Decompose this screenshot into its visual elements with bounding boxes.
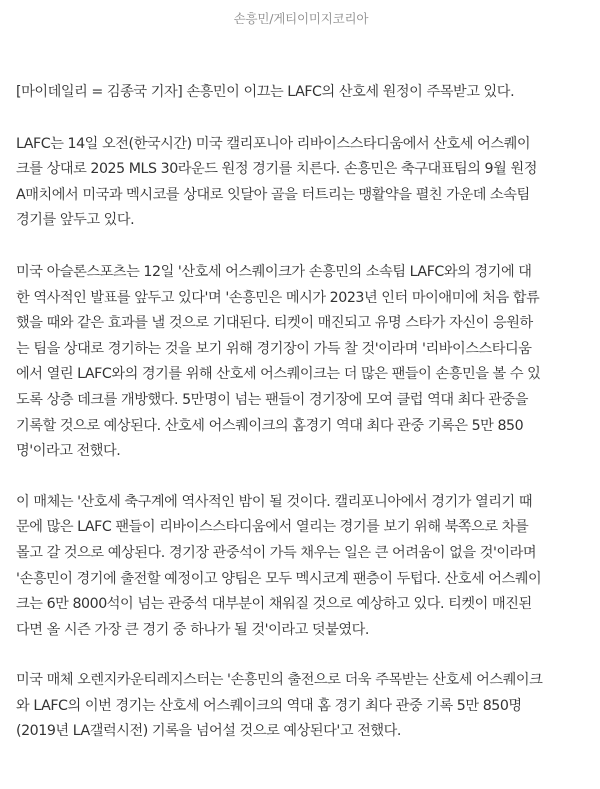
text-line: 경기를 앞두고 있다.	[16, 212, 135, 229]
text-line: 크는 6만 8000석이 넘는 관중석 대부분이 채워질 것으로 예상하고 있다. 티켓이 매진된	[16, 596, 532, 613]
article-body	[16, 80, 586, 745]
text-line: 했을 때와 같은 효과를 낼 것으로 기대된다. 티켓이 매진되고 유명 스타가 자신이 응원하	[16, 315, 533, 332]
text-line: 는 팀을 상대로 경기하는 것을 보기 위해 경기장이 가득 찰 것'이라며 '리바이스스타디움	[16, 340, 532, 357]
text-line: 미국 매체 오렌지카운티레지스터는 '손흥민의 출전으로 더욱 주목받는 산호세 어스퀘이크	[16, 672, 543, 689]
text-line: 크를 상대로 2025 MLS 30라운드 원정 경기를 치른다. 손흥민은 축구대표팀의 9월 원정	[16, 161, 537, 178]
text-line: 이 매체는 '산호세 축구계에 역사적인 밤이 될 것이다. 캘리포니아에서 경기가 열리기 때	[16, 493, 533, 510]
paragraph-1	[16, 80, 586, 106]
text-line: 문에 많은 LAFC 팬들이 리바이스스타디움에서 열리는 경기를 보기 위해 북쪽으로 차를	[16, 519, 529, 536]
text-line: 에서 열린 LAFC와의 경기를 위해 산호세 어스퀘이크는 더 많은 팬들이 손흥민을 볼 수 있	[16, 366, 541, 383]
text-line: 도록 상층 데크를 개방했다. 5만명이 넘는 팬들이 경기장에 모여 클럽 역대 최다 관중을	[16, 391, 529, 408]
text-line: 미국 아슬론스포츠는 12일 '산호세 어스퀘이크가 손흥민의 소속팀 LAFC와의 경기에 대	[16, 263, 532, 280]
text-line: 기록할 것으로 예상된다. 산호세 어스퀘이크의 홈경기 역대 최다 관중 기록은 5만 850	[16, 417, 524, 434]
paragraph-3	[16, 260, 586, 465]
paragraph-5	[16, 668, 586, 745]
paragraph-2	[16, 132, 586, 234]
paragraph-4	[16, 490, 586, 644]
text-line: (2019년 LA갤럭시전) 기록을 넘어설 것으로 예상된다'고 전했다.	[16, 723, 401, 740]
photo-caption: 손흥민/게티이미지코리아	[233, 11, 369, 26]
text-line: LAFC는 14일 오전(한국시간) 미국 캘리포니아 리바이스스타디움에서 산호세 어스퀘이	[16, 135, 531, 152]
text-line: 다면 올 시즌 가장 큰 경기 중 하나가 될 것'이라고 덧붙였다.	[16, 621, 369, 638]
text-line: [마이데일리 = 김종국 기자] 손흥민이 이끄는 LAFC의 산호세 원정이 주목받고 있다.	[16, 84, 515, 100]
text-line: 명'이라고 전했다.	[16, 443, 121, 460]
text-line: '손흥민이 경기에 출전할 예정이고 양팀은 모두 멕시코계 팬층이 두텁다. 산호세 어스퀘이	[16, 570, 542, 587]
text-line: 몰고 갈 것으로 예상된다. 경기장 관중석이 가득 채우는 일은 큰 어려움이 없을 것'이라며	[16, 544, 537, 561]
text-line: 와 LAFC의 이번 경기는 산호세 어스퀘이크의 역대 홈 경기 최다 관중 기록 5만 850명	[16, 697, 522, 714]
text-line: 한 역사적인 발표를 앞두고 있다'며 '손흥민은 메시가 2023년 인터 마이애미에 처음 합류	[16, 289, 540, 306]
text-line: A매치에서 미국과 멕시코를 상대로 잇달아 골을 터트리는 맹활약을 펼친 가운데 소속팀	[16, 186, 530, 203]
